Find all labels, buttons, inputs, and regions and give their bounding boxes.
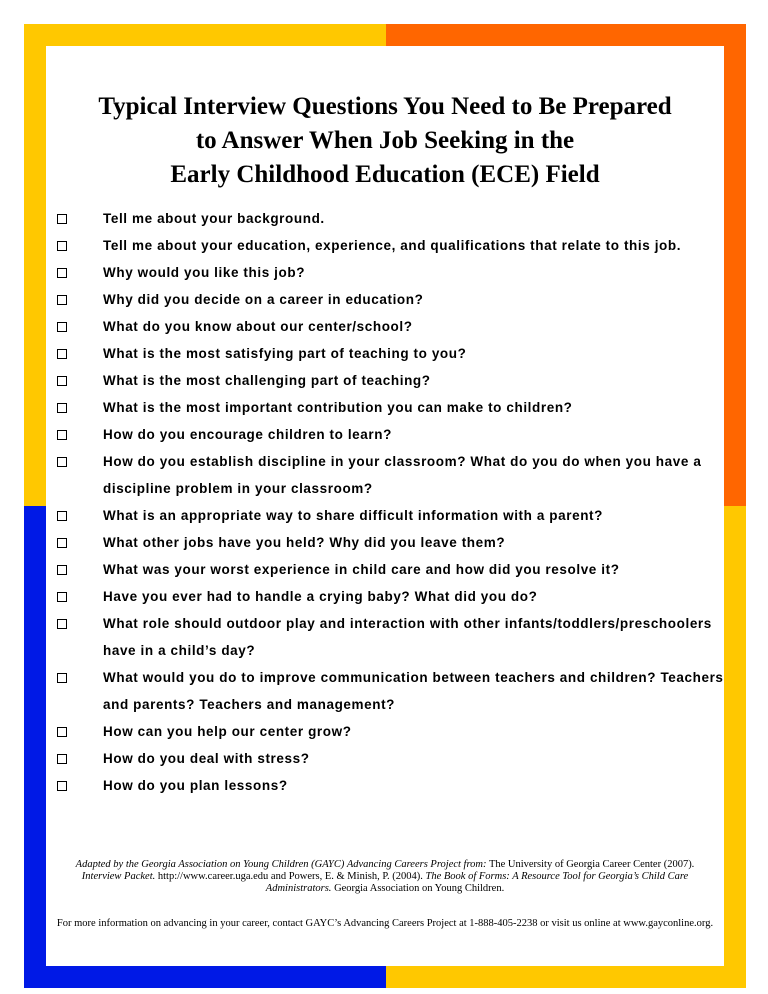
- question-item: [46, 664, 724, 718]
- border-bottom-yellow: [386, 966, 746, 988]
- checkbox-icon: [57, 565, 67, 575]
- checkbox-icon: [57, 511, 67, 521]
- question-item: [46, 556, 724, 583]
- citation-interview-packet: Interview Packet.: [81, 871, 156, 882]
- question-item: [46, 232, 724, 259]
- question-list: [46, 205, 724, 799]
- citation-source-1: The University of Georgia Career Center (2007).: [486, 859, 695, 870]
- question-item: [46, 772, 724, 799]
- citation-source-2: http://www.career.uga.edu and Powers, E. & Minish, P. (2004).: [155, 871, 426, 882]
- question-item: [46, 529, 724, 556]
- checkbox-icon: [57, 781, 67, 791]
- question-item: [46, 502, 724, 529]
- title-line-2: to Answer When Job Seeking in the: [195, 127, 575, 154]
- question-text: What is the most important contribution you can make to children?: [103, 400, 573, 415]
- border-right-orange: [724, 24, 746, 506]
- citation-intro: Adapted by the Georgia Association on Young Children (GAYC) Advancing Careers Project from:: [75, 859, 487, 870]
- document-page: [46, 46, 724, 966]
- border-right-yellow: [724, 506, 746, 988]
- checkbox-icon: [57, 430, 67, 440]
- question-text: Why did you decide on a career in education?: [103, 292, 424, 307]
- question-item: [46, 394, 724, 421]
- border-top-yellow: [24, 24, 386, 46]
- question-text: How do you establish discipline in your classroom? What do you do when you have a discipline problem in your classroom?: [103, 454, 702, 496]
- question-item: [46, 610, 724, 664]
- checkbox-icon: [57, 322, 67, 332]
- question-text: How can you help our center grow?: [103, 724, 352, 739]
- question-item: [46, 259, 724, 286]
- question-text: How do you deal with stress?: [103, 751, 310, 766]
- checkbox-icon: [57, 727, 67, 737]
- checkbox-icon: [57, 403, 67, 413]
- checkbox-icon: [57, 268, 67, 278]
- question-item: [46, 745, 724, 772]
- question-item: [46, 583, 724, 610]
- border-top-orange: [386, 24, 746, 46]
- checkbox-icon: [57, 376, 67, 386]
- question-text: What role should outdoor play and interaction with other infants/toddlers/preschoolers have in a child’s day?: [103, 616, 712, 658]
- checkbox-icon: [57, 538, 67, 548]
- checkbox-icon: [57, 349, 67, 359]
- question-item: [46, 340, 724, 367]
- adapted-citation: [60, 859, 710, 895]
- checkbox-icon: [57, 295, 67, 305]
- title-line-1: Typical Interview Questions You Need to Be Prepared: [98, 93, 672, 120]
- question-text: How do you encourage children to learn?: [103, 427, 392, 442]
- border-left-blue: [24, 506, 46, 988]
- question-item: [46, 421, 724, 448]
- citation-source-3: Georgia Association on Young Children.: [331, 883, 505, 894]
- border-left-yellow: [24, 24, 46, 506]
- checkbox-icon: [57, 592, 67, 602]
- checkbox-icon: [57, 619, 67, 629]
- question-text: Tell me about your education, experience, and qualifications that relate to this job.: [103, 238, 682, 253]
- question-item: [46, 367, 724, 394]
- citation-book-title: The Book of Forms: A Resource Tool for Georgia’s Child Care Administrators.: [265, 871, 689, 894]
- question-text: What was your worst experience in child care and how did you resolve it?: [103, 562, 620, 577]
- checkbox-icon: [57, 214, 67, 224]
- question-text: What is the most challenging part of teaching?: [103, 373, 431, 388]
- question-text: How do you plan lessons?: [103, 778, 288, 793]
- question-text: What is an appropriate way to share difficult information with a parent?: [103, 508, 603, 523]
- title-line-3: Early Childhood Education (ECE) Field: [170, 161, 600, 188]
- border-bottom-blue: [24, 966, 386, 988]
- checkbox-icon: [57, 241, 67, 251]
- checkbox-icon: [57, 673, 67, 683]
- question-text: What would you do to improve communication between teachers and children? Teachers and parents? Teachers and management?: [103, 670, 724, 712]
- question-item: [46, 286, 724, 313]
- page-title: [46, 90, 724, 192]
- question-text: What do you know about our center/school?: [103, 319, 413, 334]
- question-item: [46, 313, 724, 340]
- question-text: Why would you like this job?: [103, 265, 306, 280]
- question-item: [46, 448, 724, 502]
- question-text: What is the most satisfying part of teaching to you?: [103, 346, 467, 361]
- question-item: [46, 718, 724, 745]
- question-text: Tell me about your background.: [103, 211, 325, 226]
- checkbox-icon: [57, 754, 67, 764]
- question-text: What other jobs have you held? Why did you leave them?: [103, 535, 506, 550]
- question-item: [46, 205, 724, 232]
- checkbox-icon: [57, 457, 67, 467]
- question-text: Have you ever had to handle a crying baby? What did you do?: [103, 589, 538, 604]
- more-info-text: For more information on advancing in your career, contact GAYC’s Advancing Careers Project at 1-888-405-2238 or visit us online at www.gayconline.org.: [56, 918, 714, 929]
